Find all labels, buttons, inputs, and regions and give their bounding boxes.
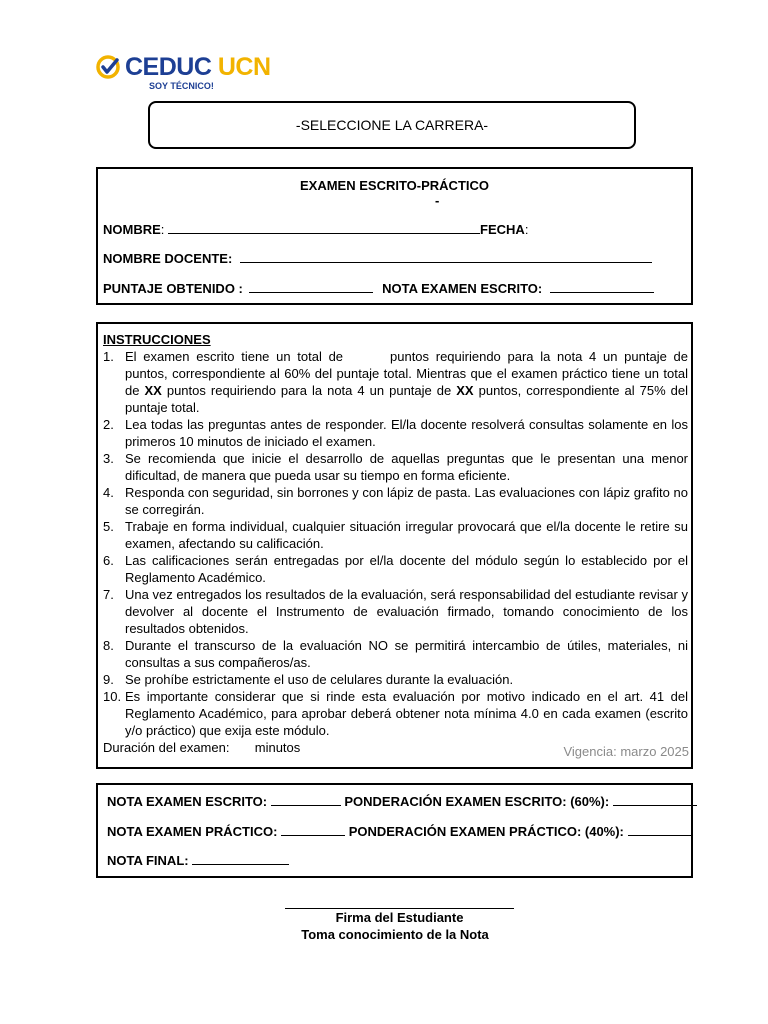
instruction-number: 2.: [103, 417, 114, 432]
signature-line[interactable]: [285, 908, 514, 909]
fecha-label: FECHA: [480, 222, 525, 237]
nombre-label: NOMBRE: [103, 222, 161, 237]
ponderacion-escrito-label: PONDERACIÓN EXAMEN ESCRITO: (60%):: [344, 794, 610, 809]
checkmark-logo-icon: [95, 54, 121, 80]
nota-practico-field[interactable]: [281, 824, 345, 836]
puntaje-field[interactable]: [249, 281, 373, 293]
instruction-number: 1.: [103, 349, 114, 364]
brand-ceduc: CEDUC: [125, 53, 212, 81]
instruction-text: Se prohíbe estrictamente el uso de celulares durante la evaluación.: [125, 672, 514, 687]
instruction-number: 6.: [103, 553, 114, 568]
instruction-text: Trabaje en forma individual, cualquier situación irregular provocará que el/la docente le retire su examen, afectando su calificación.: [125, 519, 688, 551]
nota-final-field[interactable]: [192, 853, 289, 865]
ponderacion-practico-field[interactable]: [628, 824, 692, 836]
signature-sublabel: Toma conocimiento de la Nota: [301, 927, 489, 942]
brand-ucn: UCN: [217, 53, 271, 81]
puntaje-label: PUNTAJE OBTENIDO :: [103, 281, 243, 296]
instruction-text: [125, 348, 714, 416]
instruction-item-8: [103, 637, 688, 671]
instruction-item-9: [103, 671, 688, 688]
instructions-title: INSTRUCCIONES: [103, 332, 211, 347]
fecha-colon: :: [524, 222, 529, 237]
instruction-text: Se recomienda que inicie el desarrollo de aquellas preguntas que le presentan una menor dificultad, de manera que pueda usar su tiempo en forma eficiente.: [125, 451, 688, 483]
ponderacion-practico-label: PONDERACIÓN EXAMEN PRÁCTICO: (40%):: [348, 824, 624, 839]
instruction-1-part2: puntos requiriendo para la nota 4 un puntaje de: [161, 383, 457, 398]
instruction-number: 5.: [103, 519, 114, 534]
grade-row-practico: [107, 824, 692, 839]
instruction-1-part1: El examen escrito tiene un total de puntos requiriendo para la nota 4 un puntaje de puntos, correspondiente al 60% del puntaje total. Mientras que el examen práctico tiene un total de: [125, 349, 714, 398]
name-date-row: [103, 222, 528, 237]
career-selector[interactable]: [148, 101, 636, 149]
validity-date: Vigencia: marzo 2025: [563, 744, 689, 759]
instruction-text: Una vez entregados los resultados de la evaluación, será responsabilidad del estudiante revisar y devolver al docente el Instrumento de evaluación firmado, tomando conocimiento de los resultados obtenidos.: [125, 587, 688, 636]
exam-title: EXAMEN ESCRITO-PRÁCTICO: [300, 178, 489, 193]
instruction-text: Responda con seguridad, sin borrones y con lápiz de pasta. Las evaluaciones con lápiz grafito no se corregirán.: [125, 485, 688, 517]
instruction-number: 8.: [103, 638, 114, 653]
grade-row-final: [107, 853, 289, 868]
instruction-number: 9.: [103, 672, 114, 687]
nota-escrito-final-field[interactable]: [271, 794, 341, 806]
instruction-item-3: [103, 450, 688, 484]
instruction-item-4: [103, 484, 688, 518]
nota-practico-label: NOTA EXAMEN PRÁCTICO:: [107, 824, 278, 839]
instruction-1-xx1: XX: [144, 383, 162, 398]
instruction-text: Lea todas las preguntas antes de responder. El/la docente resolverá consultas solamente en los primeros 10 minutos de iniciado el examen.: [125, 417, 688, 449]
grades-box: [96, 783, 693, 878]
signature-label: Firma del Estudiante: [335, 910, 464, 925]
ponderacion-escrito-field[interactable]: [613, 794, 697, 806]
docente-field[interactable]: [240, 251, 652, 263]
nota-escrito-field[interactable]: [550, 281, 654, 293]
nombre-field[interactable]: [168, 222, 480, 234]
instruction-text: Durante el transcurso de la evaluación NO se permitirá intercambio de útiles, materiales, ni consultas a sus compañeros/as.: [125, 638, 688, 670]
score-row: [103, 281, 654, 296]
nota-escrito-label: NOTA EXAMEN ESCRITO:: [382, 281, 543, 296]
nombre-colon: :: [160, 222, 165, 237]
instructions-box: [96, 322, 714, 769]
instruction-item-1: [103, 348, 714, 416]
instruction-number: 3.: [103, 451, 114, 466]
exam-title-dash: -: [435, 193, 440, 208]
docente-label: NOMBRE DOCENTE:: [103, 251, 233, 266]
brand-tagline: SOY TÉCNICO!: [149, 81, 214, 91]
instruction-number: 4.: [103, 485, 114, 500]
instruction-1-part3: puntos, correspondiente al 75% del puntaje total.: [125, 383, 692, 415]
instruction-text: Las calificaciones serán entregadas por el/la docente del módulo según lo establecido por el Reglamento Académico.: [125, 553, 688, 585]
ceduc-ucn-logo: [95, 52, 275, 94]
instruction-number: 7.: [103, 587, 114, 602]
docente-row: [103, 251, 652, 266]
instruction-text: Es importante considerar que si rinde esta evaluación por motivo indicado en el art. 41 del Reglamento Académico, para aprobar deberá obtener nota mínima 4.0 en cada examen (escrito y/o práctico) que exija este módulo.: [125, 689, 688, 738]
instruction-1-xx2: XX: [456, 383, 474, 398]
brand-name: [125, 52, 271, 82]
exam-header-box: [96, 167, 693, 305]
grade-row-escrito: [107, 794, 697, 809]
career-selector-label: -SELECCIONE LA CARRERA-: [295, 117, 489, 133]
nota-final-label: NOTA FINAL:: [107, 853, 189, 868]
instruction-item-7: [103, 586, 688, 637]
instruction-item-5: [103, 518, 688, 552]
instruction-item-6: [103, 552, 688, 586]
instruction-number: 10.: [103, 689, 122, 704]
instruction-item-10: [103, 688, 688, 739]
nota-escrito-final-label: NOTA EXAMEN ESCRITO:: [107, 794, 268, 809]
exam-duration: Duración del examen: minutos: [103, 740, 301, 755]
instructions-list: [103, 348, 714, 756]
instruction-item-2: [103, 416, 688, 450]
